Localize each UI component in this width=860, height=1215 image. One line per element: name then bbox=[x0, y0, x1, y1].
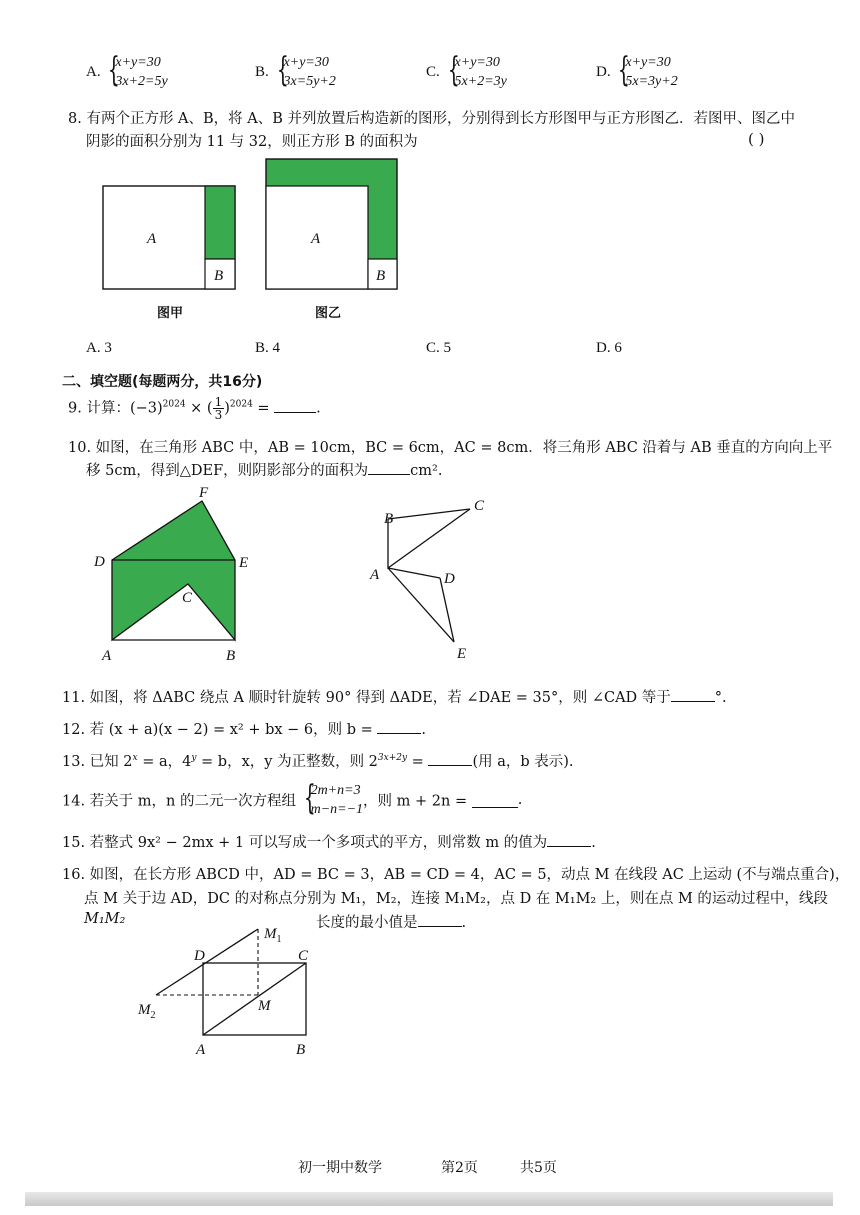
q10-label-d: D bbox=[94, 554, 105, 570]
equation-2: 3x=5y+2 bbox=[283, 74, 336, 89]
equation-system: { x+y=30 5x=3y+2 bbox=[618, 50, 678, 90]
q16-line-1: 16. 如图，在长方形 ABCD 中，AD = BC = 3，AB = CD = 4，AC = 5，动点 M 在线段 AC 上运动 (不与端点重合)， bbox=[62, 867, 850, 883]
q10-label-a: A bbox=[102, 648, 112, 664]
q14 bbox=[62, 778, 523, 819]
q16-answer-blank bbox=[418, 912, 462, 927]
q11-answer-blank bbox=[671, 687, 715, 702]
q16-label-m2-main: M bbox=[138, 1002, 151, 1018]
q14-end: . bbox=[517, 792, 523, 808]
q9-equals: = bbox=[252, 400, 275, 417]
q11 bbox=[62, 686, 727, 707]
q7-option-c bbox=[426, 50, 507, 91]
bottom-scrollbar bbox=[25, 1192, 833, 1206]
q9-prefix: 9. 计算：(−3) bbox=[68, 400, 163, 417]
q14-equation-2: m−n=−1 bbox=[310, 802, 364, 817]
footer-total-pages: 共5页 bbox=[520, 1160, 557, 1176]
q8-figures bbox=[95, 155, 415, 330]
equation-system: { x+y=30 3x=5y+2 bbox=[276, 50, 336, 90]
equation-1: x+y=30 bbox=[454, 55, 500, 70]
fig1-label-a: A bbox=[147, 231, 157, 247]
equation-system: { x+y=30 5x+2=3y bbox=[447, 50, 507, 90]
q13-exp-y: y bbox=[191, 753, 197, 764]
option-label: B. bbox=[255, 64, 269, 80]
q10-shaded-region bbox=[112, 501, 235, 640]
q16-label-c: C bbox=[298, 948, 309, 964]
q11-suffix: °. bbox=[714, 690, 727, 706]
q9-exponent-2: 2024 bbox=[229, 399, 253, 410]
q8-line-1: 8. 有两个正方形 A、B，将 A、B 并列放置后构造新的图形，分别得到长方形图甲与正方形图乙．若图甲、图乙中 bbox=[68, 111, 796, 127]
q10-line-2 bbox=[86, 459, 442, 480]
q13-mid-3: = bbox=[407, 754, 424, 770]
q16-label-m2 bbox=[137, 1002, 156, 1021]
q11-label-e: E bbox=[457, 646, 467, 662]
q10-unit: cm². bbox=[410, 463, 443, 479]
q7-option-b bbox=[255, 50, 336, 91]
q13-suffix: (用 a，b 表示). bbox=[472, 754, 574, 770]
equation-1: x+y=30 bbox=[283, 55, 329, 70]
q14-prefix: 14. 若关于 m，n 的二元一次方程组 bbox=[62, 793, 296, 810]
q16-line-3-text: 长度的最小值是 bbox=[316, 915, 418, 931]
q9-fraction bbox=[213, 396, 225, 421]
option-label: D. bbox=[596, 64, 611, 80]
q10-label-e: E bbox=[239, 555, 249, 571]
q11-label-b: B bbox=[384, 511, 394, 527]
q16-figure bbox=[130, 920, 330, 1060]
q12-text: 12. 若 (x + a)(x − 2) = x² + bx − 6，则 b = bbox=[62, 722, 373, 738]
q10-line-1: 10. 如图，在三角形 ABC 中，AB = 10cm，BC = 6cm，AC = 8cm．将三角形 ABC 沿着与 AB 垂直的方向向上平 bbox=[68, 440, 833, 456]
q7-option-d bbox=[596, 50, 678, 91]
q9-denominator: 3 bbox=[214, 408, 223, 422]
q9-answer-blank bbox=[274, 398, 316, 413]
equation-system: { x+y=30 3x+2=5y bbox=[108, 50, 168, 90]
q9-exponent-1: 2024 bbox=[162, 399, 186, 410]
fig2-label-a: A bbox=[311, 231, 321, 247]
q11-figure bbox=[360, 490, 500, 665]
q10-figure bbox=[90, 483, 270, 668]
q9-times: × ( bbox=[185, 400, 213, 417]
q9: 9. 计算：$(-3)^{2024}$ × ( $\frac{1}{3}$ )$^{2024}$ = . bbox=[68, 395, 321, 422]
q15-suffix: . bbox=[591, 835, 596, 851]
equation-1: x+y=30 bbox=[115, 55, 161, 70]
q13-mid-2: = b，x，y 为正整数，则 2 bbox=[196, 754, 378, 770]
q10-line-2-text: 移 5cm，得到△DEF，则阴影部分的面积为 bbox=[86, 463, 369, 479]
q10-answer-blank bbox=[368, 460, 410, 475]
q15-text: 15. 若整式 9x² − 2mx + 1 可以写成一个多项式的平方，则常数 m 的值为 bbox=[62, 835, 548, 851]
fig2-caption: 图乙 bbox=[315, 306, 342, 321]
q11-text: 11. 如图，将 ΔABC 绕点 A 顺时针旋转 90° 得到 ΔADE，若 ∠DAE = 35°，则 ∠CAD 等于 bbox=[62, 690, 671, 706]
equation-1: x+y=30 bbox=[625, 55, 671, 70]
q10-label-c: C bbox=[182, 590, 193, 606]
q16-line-2: 点 M 关于边 AD，DC 的对称点分别为 M₁，M₂，连接 M₁M₂，点 D 在 M₁M₂ 上，则在点 M 的运动过程中，线段 bbox=[84, 891, 828, 907]
q9-numerator: 1 bbox=[214, 395, 223, 409]
q16-label-m2-sub: 2 bbox=[150, 1010, 156, 1021]
q14-equation-1: 2m+n=3 bbox=[310, 783, 361, 798]
q13-exp-x: x bbox=[132, 753, 138, 764]
q13-prefix: 13. 已知 2 bbox=[62, 754, 133, 770]
q8-option-a: A. 3 bbox=[86, 340, 112, 356]
q11-label-d: D bbox=[444, 571, 455, 587]
q16-diagonal-ac bbox=[203, 963, 306, 1035]
fig1-shaded-region bbox=[205, 186, 235, 259]
footer-page-number: 第2页 bbox=[441, 1160, 478, 1176]
q8-answer-parentheses: ( ) bbox=[748, 130, 765, 148]
q8-option-d: D. 6 bbox=[596, 340, 622, 356]
q16-label-d: D bbox=[194, 948, 205, 964]
q13-exp-3x2y: 3x+2y bbox=[377, 753, 408, 764]
fig1-caption: 图甲 bbox=[157, 306, 184, 321]
q12-answer-blank bbox=[377, 719, 421, 734]
q14-equation-system: { 2m+n=3 m−n=−1 bbox=[303, 778, 364, 818]
equation-2: 5x=3y+2 bbox=[625, 74, 678, 89]
option-label: C. bbox=[426, 64, 440, 80]
q16-line-3b bbox=[316, 911, 466, 932]
q13-mid-1: = a，4 bbox=[137, 754, 192, 770]
option-label: A. bbox=[86, 64, 101, 80]
q15-answer-blank bbox=[547, 832, 591, 847]
q16-label-m1 bbox=[263, 926, 282, 945]
q11-label-c: C bbox=[474, 498, 485, 514]
q11-label-a: A bbox=[370, 567, 380, 583]
fig1-label-b: B bbox=[214, 268, 224, 284]
q7-option-a bbox=[86, 50, 168, 91]
q15 bbox=[62, 831, 596, 852]
q16-label-b: B bbox=[296, 1042, 306, 1058]
q10-label-f: F bbox=[199, 485, 209, 501]
q8-option-c: C. 5 bbox=[426, 340, 452, 356]
q12-suffix: . bbox=[421, 722, 427, 738]
q14-answer-blank bbox=[472, 793, 518, 808]
q16-label-m: M bbox=[258, 998, 271, 1014]
q16-suffix: . bbox=[461, 915, 467, 931]
q16-label-m1-main: M bbox=[264, 926, 277, 942]
q12 bbox=[62, 718, 426, 739]
q13-answer-blank bbox=[428, 751, 472, 766]
q10-label-b: B bbox=[226, 648, 236, 664]
q13 bbox=[62, 750, 574, 771]
q8-line-2: 阴影的面积分别为 11 与 32，则正方形 B 的面积为 bbox=[86, 134, 418, 150]
equation-2: 5x+2=3y bbox=[454, 74, 507, 89]
q8-option-b: B. 4 bbox=[255, 340, 281, 356]
equation-2: 3x+2=5y bbox=[115, 74, 168, 89]
q16-label-a: A bbox=[196, 1042, 206, 1058]
footer-subject: 初一期中数学 bbox=[298, 1160, 382, 1176]
q9-close-paren: ) bbox=[224, 400, 230, 417]
fig2-label-b: B bbox=[376, 268, 386, 284]
q16-line-3a: M₁M₂ bbox=[84, 911, 126, 927]
q16-segment-m1m2 bbox=[156, 929, 258, 995]
q14-suffix: ，则 m + 2n = bbox=[363, 793, 468, 810]
section-heading: 二、填空题(每题两分，共16分) bbox=[62, 374, 263, 390]
q16-label-m1-sub: 1 bbox=[276, 934, 282, 945]
